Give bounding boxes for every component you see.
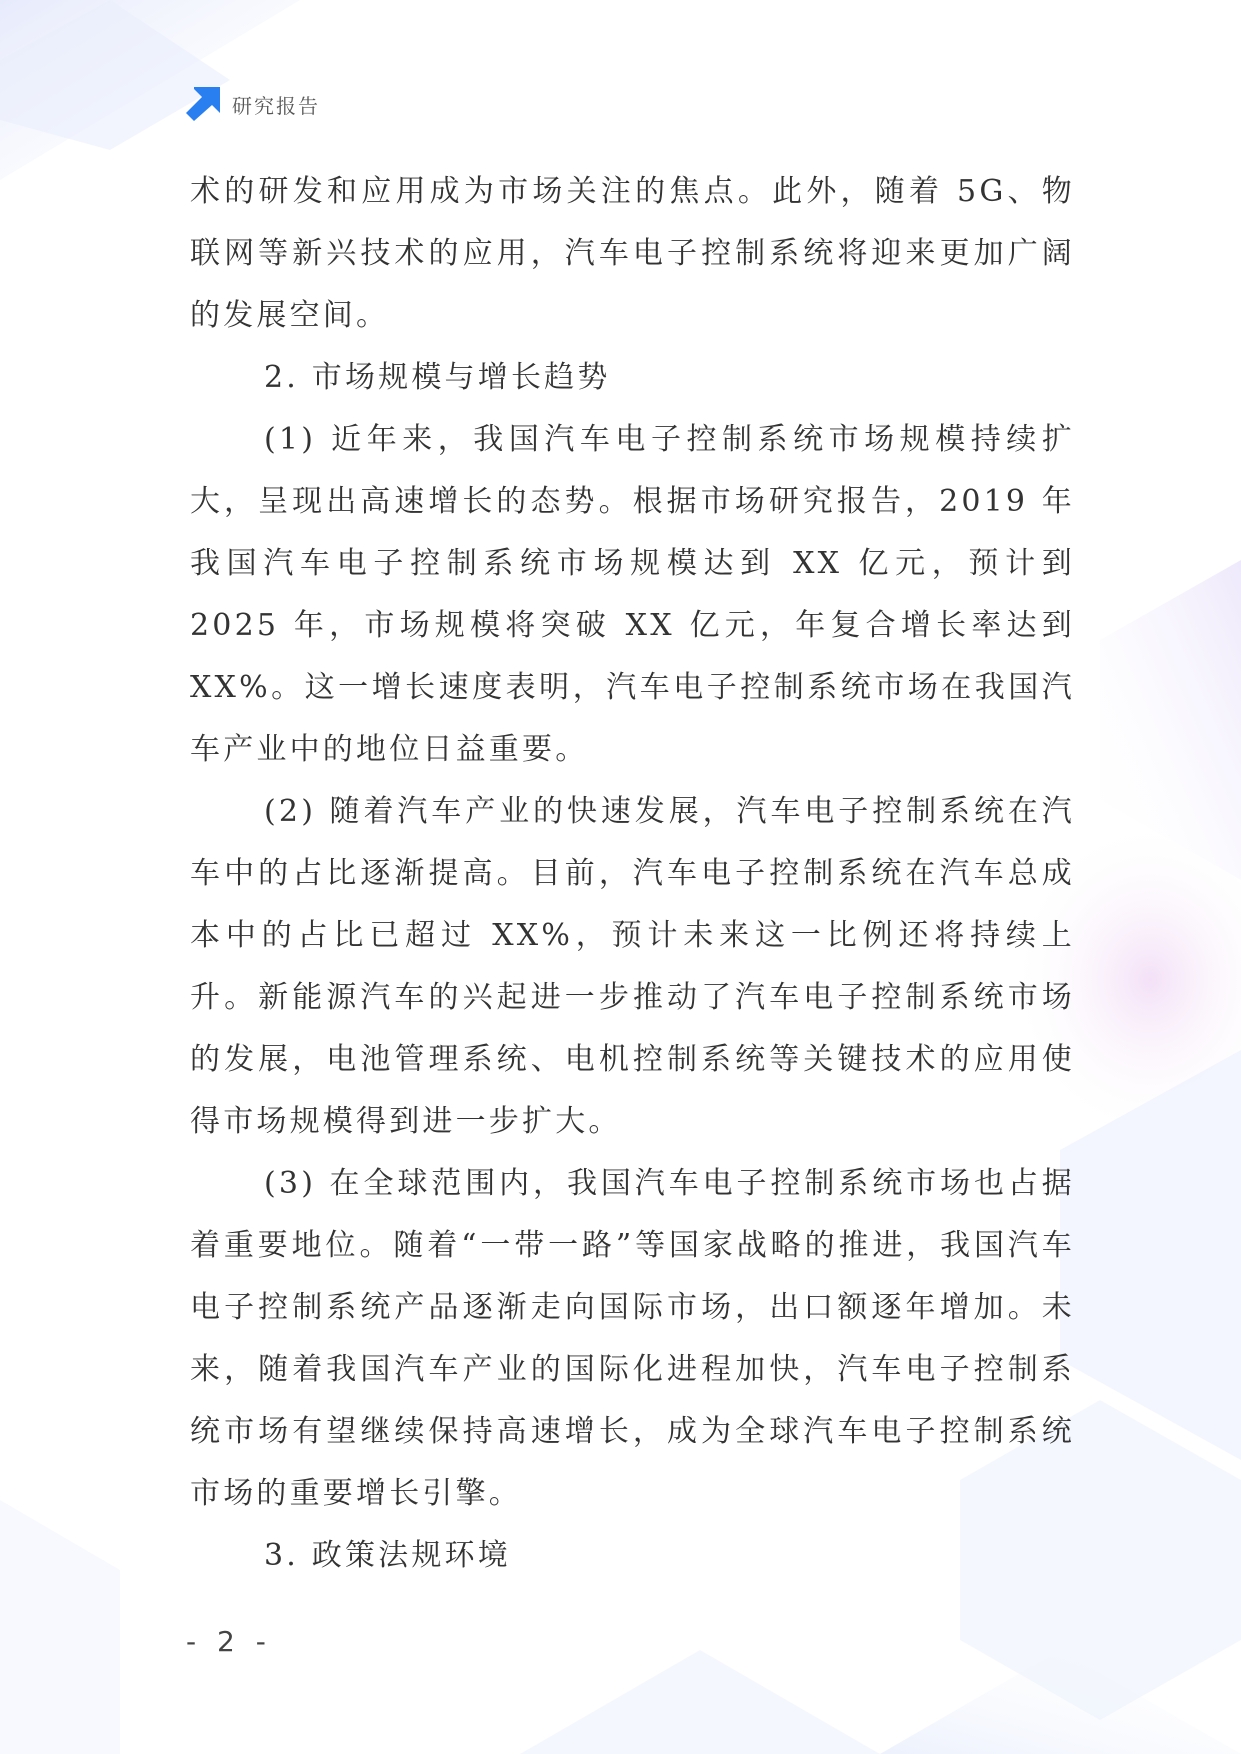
paragraph-2: (2) 随着汽车产业的快速发展，汽车电子控制系统在汽车中的占比逐渐提高。目前，汽车电子控制系统在汽车总成本中的占比已超过 XX%，预计未来这一比例还将持续上升。新能源汽车的兴起进一步推动了汽车电子控制系统市场的发展，电池管理系统、电机控制系统等关键技术的应用使得市场规模得到进一步扩大。 bbox=[190, 794, 1075, 1139]
paragraph-continued: 术的研发和应用成为市场关注的焦点。此外，随着 5G、物联网等新兴技术的应用，汽车电子控制系统将迎来更加广阔的发展空间。 bbox=[190, 174, 1075, 333]
section-heading-market-size: 2. 市场规模与增长趋势 bbox=[264, 360, 611, 395]
arrow-up-right-logo-icon bbox=[186, 87, 220, 121]
section-heading-policy: 3. 政策法规环境 bbox=[264, 1538, 511, 1573]
document-body bbox=[190, 161, 1075, 1587]
paragraph-3: (3) 在全球范围内，我国汽车电子控制系统市场也占据着重要地位。随着“一带一路”等国家战略的推进，我国汽车电子控制系统产品逐渐走向国际市场，出口额逐年增加。未来，随着我国汽车产业的国际化进程加快，汽车电子控制系统市场有望继续保持高速增长，成为全球汽车电子控制系统市场的重要增长引擎。 bbox=[190, 1166, 1075, 1511]
report-header bbox=[186, 86, 320, 122]
page-number: - 2 - bbox=[186, 1625, 272, 1658]
paragraph-1: (1) 近年来，我国汽车电子控制系统市场规模持续扩大，呈现出高速增长的态势。根据市场研究报告，2019 年我国汽车电子控制系统市场规模达到 XX 亿元，预计到 2025 年，市场规模将突破 XX 亿元，年复合增长率达到 XX%。这一增长速度表明，汽车电子控制系统市场在我国汽车产业中的地位日益重要。 bbox=[190, 422, 1075, 767]
header-title: 研究报告 bbox=[232, 93, 320, 118]
